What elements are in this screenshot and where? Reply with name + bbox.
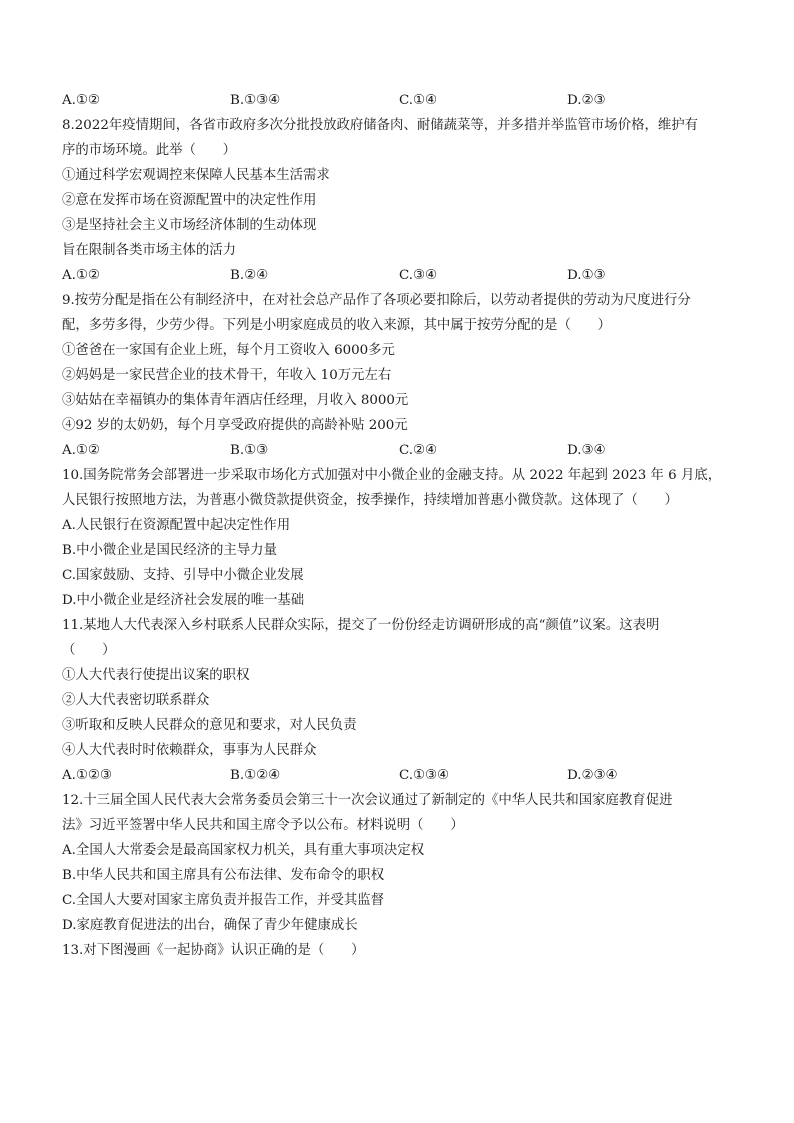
q8-stem-line-2: 序的市场环境。此举（ ） <box>62 143 237 158</box>
q8-statement-3: ③是坚持社会主义市场经济体制的生动体现 <box>62 218 317 233</box>
q8-options <box>62 263 732 288</box>
q9-option-a: A.①② <box>62 443 100 458</box>
q7-option-c: C.①④ <box>399 93 438 108</box>
q8-option-c: C.③④ <box>399 268 438 283</box>
q11-stem-line-2: （ ） <box>62 643 116 658</box>
q10-choice-c: C.国家鼓励、支持、引导中小微企业发展 <box>62 568 304 583</box>
q11-option-d: D.②③④ <box>567 768 618 783</box>
q12-choice-c: C.全国人大要对国家主席负责并报告工作，并受其监督 <box>62 893 385 908</box>
q8-statement-1: ①通过科学宏观调控来保障人民基本生活需求 <box>62 168 330 183</box>
q9-option-c: C.②④ <box>399 443 438 458</box>
q11-statement-3: ③听取和反映人民群众的意见和要求，对人民负责 <box>62 718 357 733</box>
q9-statement-1: ①爸爸在一家国有企业上班，每个月工资收入 6000多元 <box>62 343 395 358</box>
q8-statement-4: 旨在限制各类市场主体的活力 <box>62 243 237 258</box>
q11-option-c: C.①③④ <box>399 768 450 783</box>
q8-option-a: A.①② <box>62 268 100 283</box>
q9-statement-4: ④92 岁的太奶奶，每个月享受政府提供的高龄补贴 200元 <box>62 418 408 433</box>
q10-stem-line-2: 人民银行按照地方法，为普惠小微贷款提供资金，按季操作，持续增加普惠小微贷款。这体现了（ ） <box>62 493 678 508</box>
q12-choice-a: A.全国人大常委会是最高国家权力机关，具有重大事项决定权 <box>62 843 425 858</box>
q7-option-a: A.①② <box>62 93 100 108</box>
q8-stem-line-1: 8.2022年疫情期间，各省市政府多次分批投放政府储备肉、耐储蔬菜等，并多措并举监管市场价格，维护有 <box>62 118 699 133</box>
q7-options <box>62 88 732 113</box>
q11-option-a: A.①②③ <box>62 768 112 783</box>
q10-choice-b: B.中小微企业是国民经济的主导力量 <box>62 543 277 558</box>
q12-choice-d: D.家庭教育促进法的出台，确保了青少年健康成长 <box>62 918 358 933</box>
q12-choice-b: B.中华人民共和国主席具有公布法律、发布命令的职权 <box>62 868 385 883</box>
q9-statement-3: ③姑姑在幸福镇办的集体青年酒店任经理，月收入 8000元 <box>62 393 409 408</box>
q11-stem-line-1: 11.某地人大代表深入乡村联系人民群众实际，提交了一份份经走访调研形成的高“颜值”议案。这表明 <box>62 618 660 633</box>
q13-stem-line-1: 13.对下图漫画《一起协商》认识正确的是（ ） <box>62 943 365 958</box>
q9-option-d: D.③④ <box>567 443 606 458</box>
q7-option-b: B.①③④ <box>230 93 281 108</box>
q9-stem-line-1: 9.按劳分配是指在公有制经济中，在对社会总产品作了各项必要扣除后，以劳动者提供的劳动为尺度进行分 <box>62 293 691 308</box>
q9-option-b: B.①③ <box>230 443 269 458</box>
q10-stem-line-1: 10.国务院常务会部署进一步采取市场化方式加强对中小微企业的金融支持。从 2022 年起到 2023 年 6 月底， <box>62 468 722 483</box>
q10-choice-d: D.中小微企业是经济社会发展的唯一基础 <box>62 593 305 608</box>
q12-stem-line-2: 法》习近平签署中华人民共和国主席令予以公布。材料说明（ ） <box>62 818 464 833</box>
q9-stem-line-2: 配，多劳多得，少劳少得。下列是小明家庭成员的收入来源，其中属于按劳分配的是（ ） <box>62 318 612 333</box>
q11-options <box>62 763 732 788</box>
q12-stem-line-1: 12.十三届全国人民代表大会常务委员会第三十一次会议通过了新制定的《中华人民共和国家庭教育促进 <box>62 793 673 808</box>
q11-statement-2: ②人大代表密切联系群众 <box>62 693 210 708</box>
q11-statement-1: ①人大代表行使提出议案的职权 <box>62 668 250 683</box>
q11-statement-4: ④人大代表时时依赖群众，事事为人民群众 <box>62 743 317 758</box>
q9-options <box>62 438 732 463</box>
q10-choice-a: A.人民银行在资源配置中起决定性作用 <box>62 518 291 533</box>
exam-page <box>62 88 732 963</box>
q11-option-b: B.①②④ <box>230 768 281 783</box>
q9-statement-2: ②妈妈是一家民营企业的技术骨干，年收入 10万元左右 <box>62 368 392 383</box>
q8-option-b: B.②④ <box>230 268 269 283</box>
q8-option-d: D.①③ <box>567 268 606 283</box>
q8-statement-2: ②意在发挥市场在资源配置中的决定性作用 <box>62 193 317 208</box>
q7-option-d: D.②③ <box>567 93 606 108</box>
